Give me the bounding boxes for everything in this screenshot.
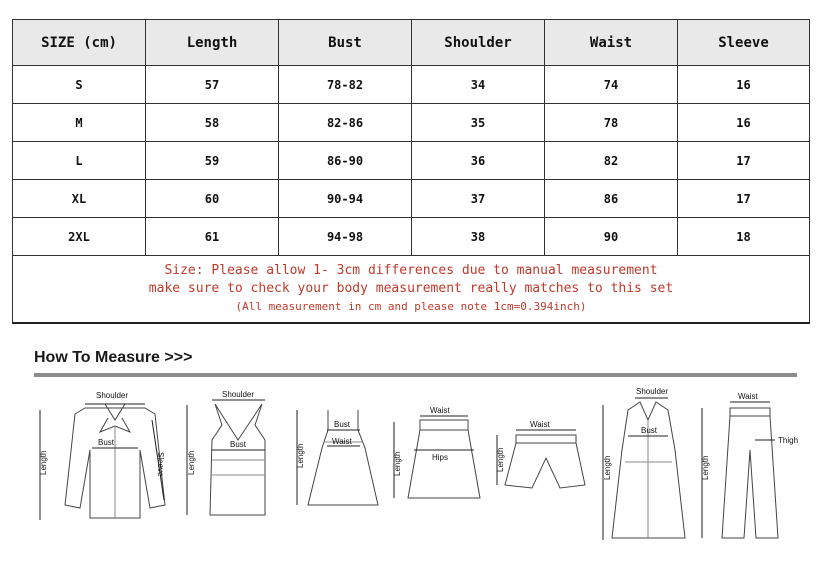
blouse-length-label: Length — [39, 450, 48, 475]
skirt-figure — [393, 406, 480, 498]
cell-shoulder: 38 — [412, 218, 545, 256]
how-to-measure-title: How To Measure >>> — [34, 349, 193, 366]
col-header-size: SIZE (cm) — [13, 20, 146, 66]
table-row — [13, 218, 810, 256]
cell-bust: 94-98 — [279, 218, 412, 256]
note-line-3: (All measurement in cm and please note 1cm=0.394inch) — [235, 300, 587, 313]
measurement-note — [13, 256, 810, 324]
cell-shoulder: 34 — [412, 66, 545, 104]
cell-bust: 82-86 — [279, 104, 412, 142]
dress-bust-label: Bust — [334, 420, 351, 429]
pants-waist-label: Waist — [738, 392, 758, 401]
pants-figure — [701, 392, 798, 538]
cell-size: S — [13, 66, 146, 104]
note-line-1: Size: Please allow 1- 3cm differences due to manual measurement — [164, 263, 658, 278]
cell-waist: 74 — [545, 66, 678, 104]
cell-length: 58 — [146, 104, 279, 142]
pants-thigh-label: Thigh — [778, 436, 799, 445]
cell-sleeve: 17 — [678, 142, 810, 180]
vest-bust-label: Bust — [230, 440, 247, 449]
cell-sleeve: 16 — [678, 66, 810, 104]
cell-size: 2XL — [13, 218, 146, 256]
shorts-length-label: Length — [496, 447, 505, 472]
cell-size: M — [13, 104, 146, 142]
title-divider — [34, 373, 797, 377]
dress-waist-label: Waist — [332, 437, 352, 446]
cell-waist: 86 — [545, 180, 678, 218]
shorts-figure — [496, 420, 585, 488]
skirt-waist-label: Waist — [430, 406, 450, 415]
table-row — [13, 142, 810, 180]
blouse-figure — [39, 391, 165, 520]
cell-shoulder: 36 — [412, 142, 545, 180]
cell-shoulder: 37 — [412, 180, 545, 218]
measurement-illustrations — [0, 380, 823, 550]
shorts-waist-label: Waist — [530, 420, 550, 429]
cell-sleeve: 17 — [678, 180, 810, 218]
coat-bust-label: Bust — [641, 426, 658, 435]
cell-size: XL — [13, 180, 146, 218]
dress-figure — [296, 410, 378, 505]
coat-shoulder-label: Shoulder — [636, 387, 669, 396]
col-header-shoulder: Shoulder — [412, 20, 545, 66]
coat-length-label: Length — [603, 455, 612, 480]
col-header-sleeve: Sleeve — [678, 20, 810, 66]
col-header-length: Length — [146, 20, 279, 66]
cell-waist: 82 — [545, 142, 678, 180]
cell-waist: 78 — [545, 104, 678, 142]
table-row — [13, 180, 810, 218]
cell-sleeve: 18 — [678, 218, 810, 256]
vest-shoulder-label: Shoulder — [222, 390, 255, 399]
pants-length-label: Length — [701, 455, 710, 480]
table-row — [13, 104, 810, 142]
cell-bust: 78-82 — [279, 66, 412, 104]
cell-bust: 86-90 — [279, 142, 412, 180]
table-row — [13, 66, 810, 104]
cell-size: L — [13, 142, 146, 180]
cell-length: 60 — [146, 180, 279, 218]
cell-length: 57 — [146, 66, 279, 104]
note-line-2: make sure to check your body measurement really matches to this set — [148, 281, 674, 296]
dress-length-label: Length — [296, 443, 305, 468]
col-header-bust: Bust — [279, 20, 412, 66]
table-header-row — [13, 20, 810, 66]
size-chart-table — [12, 19, 810, 324]
skirt-hips-label: Hips — [432, 453, 449, 462]
cell-waist: 90 — [545, 218, 678, 256]
cell-shoulder: 35 — [412, 104, 545, 142]
skirt-length-label: Length — [393, 451, 402, 476]
cell-length: 59 — [146, 142, 279, 180]
blouse-shoulder-label: Shoulder — [96, 391, 129, 400]
cell-sleeve: 16 — [678, 104, 810, 142]
cell-length: 61 — [146, 218, 279, 256]
vest-length-label: Length — [187, 450, 196, 475]
col-header-waist: Waist — [545, 20, 678, 66]
coat-figure — [603, 387, 685, 540]
blouse-sleeve-label: Sleeve — [156, 452, 165, 477]
vest-figure — [187, 390, 265, 515]
blouse-bust-label: Bust — [98, 438, 115, 447]
note-row — [13, 256, 810, 324]
cell-bust: 90-94 — [279, 180, 412, 218]
